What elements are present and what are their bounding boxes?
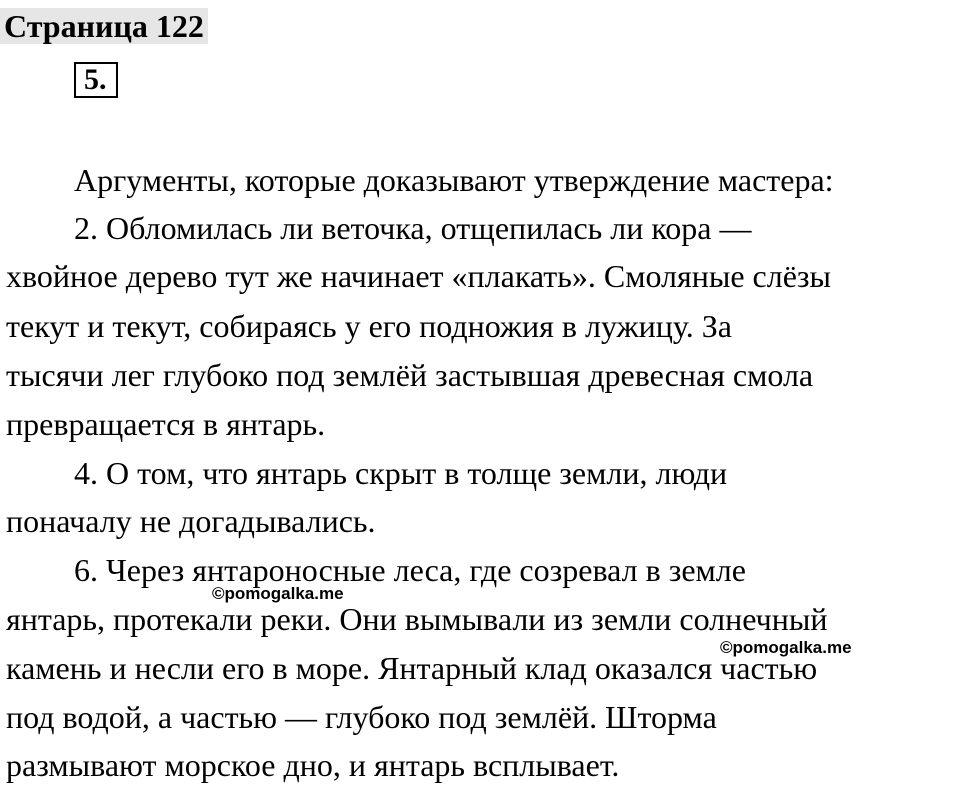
watermark: ©pomogalka.me [720,638,852,657]
text-line: камень и несли его в море. Янтарный клад оказался частью [6,650,818,686]
text-line: под водой, а частью — глубоко под землёй. Шторма [6,699,717,735]
text-line: поначалу не догадывались. [6,503,376,539]
text-line: тысячи лег глубоко под землёй застывшая древесная смола [6,357,814,393]
text-line: 6. Через янтароносные леса, где созревал в земле [74,552,746,588]
text-line: хвойное дерево тут же начинает «плакать». Смоляные слёзы [6,258,832,294]
watermark: ©pomogalka.me [212,584,344,603]
text-line: размывают морское дно, и янтарь всплывает. [6,747,620,783]
text-line: янтарь, протекали реки. Они вымывали из земли солнечный [6,601,828,637]
text-line: 4. О том, что янтарь скрыт в толще земли, люди [74,455,728,491]
text-line: превращается в янтарь. [6,406,326,442]
text-line: Аргументы, которые доказывают утверждение мастера: [74,162,834,198]
page-title: Страница 122 [0,8,208,44]
task-number-badge: 5. [74,62,118,98]
text-line: текут и текут, собираясь у его подножия в лужицу. За [6,308,732,344]
text-line: 2. Обломилась ли веточка, отщепилась ли кора — [74,210,752,246]
